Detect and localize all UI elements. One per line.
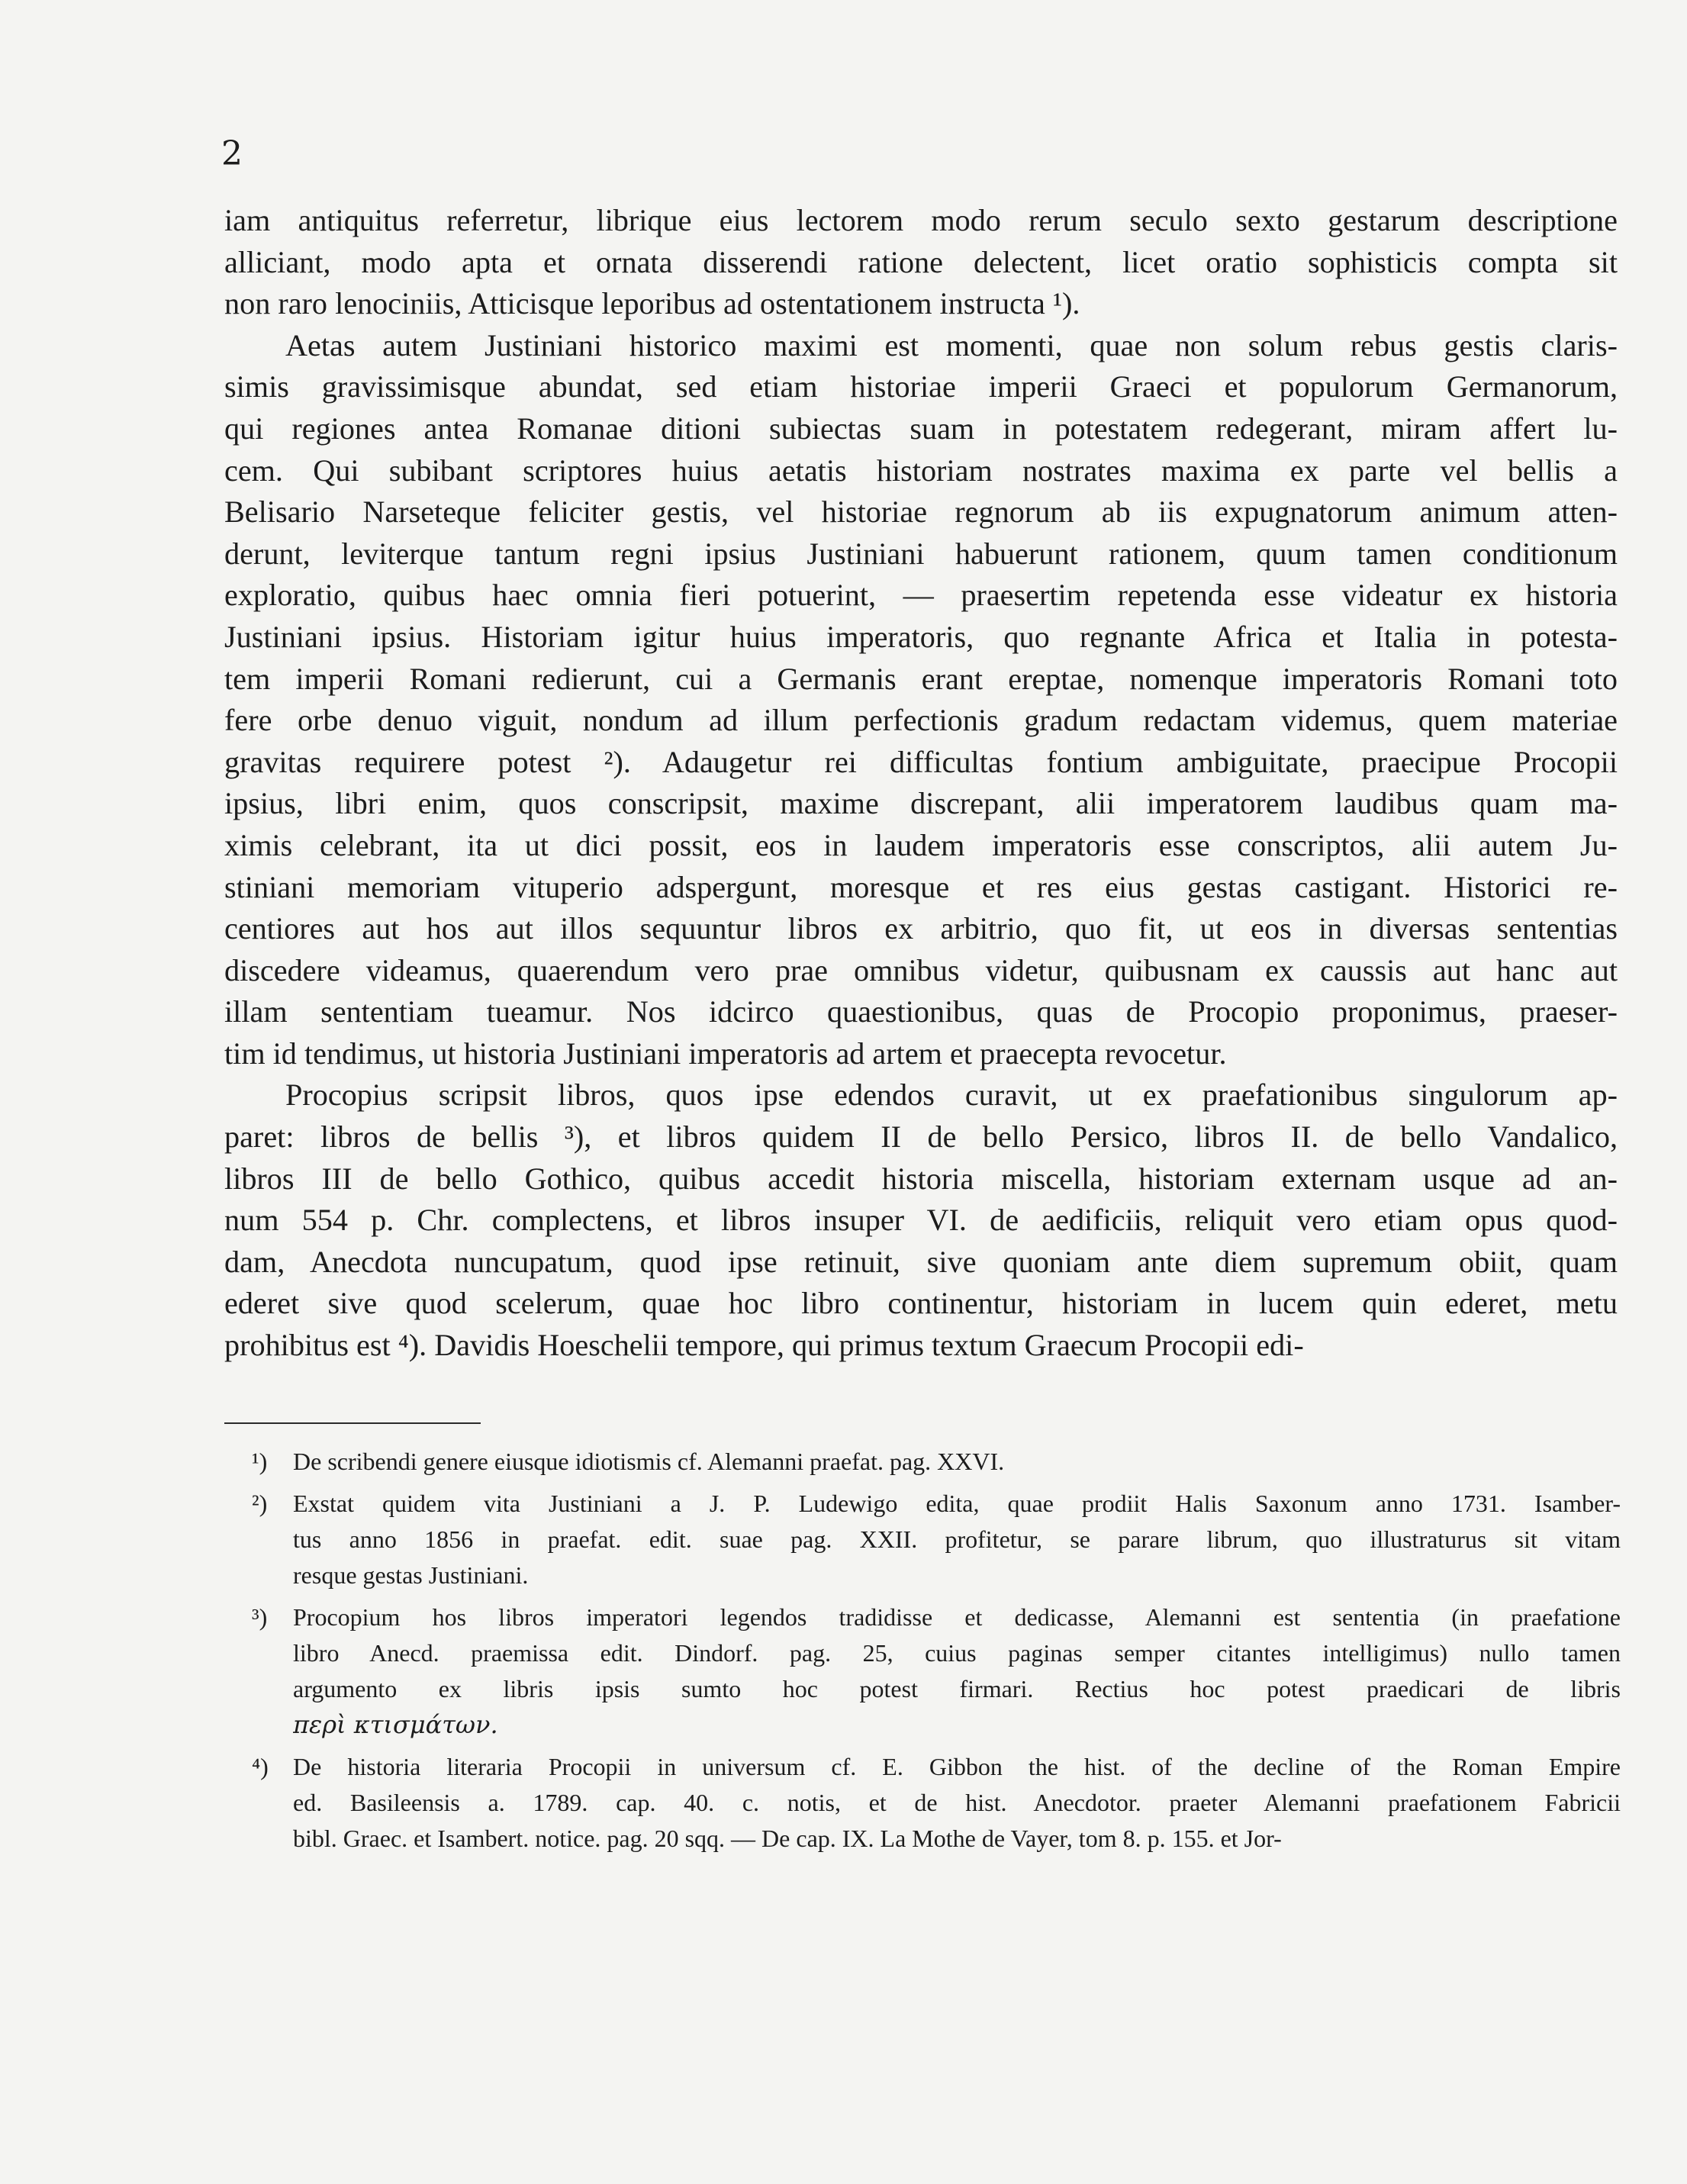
text-line: alliciant, modo apta et ornata disserendi ratione delectent, licet oratio sophisticis compta sit [224, 244, 1618, 279]
paragraph [224, 325, 1618, 1075]
footnote [252, 1486, 1621, 1593]
text-line: iam antiquitus referretur, librique eius lectorem modo rerum seculo sexto gestarum descriptione [224, 203, 1618, 237]
footnote-mark: ²) [252, 1490, 268, 1517]
text-line: centiores aut hos aut illos sequuntur libros ex arbitrio, quo fit, ut eos in diversas sententias [224, 911, 1618, 946]
text-line: fere orbe denuo viguit, nondum ad illum perfectionis gradum redactam videmus, quem materiae [224, 703, 1618, 738]
footnote-line: resque gestas Justiniani. [293, 1561, 529, 1589]
footnote-mark: ³) [252, 1603, 268, 1631]
text-line: libros III de bello Gothico, quibus accedit historia miscella, historiam externam usque ad an- [224, 1161, 1618, 1196]
footnote-line: argumento ex libris ipsis sumto hoc potest firmari. Rectius hoc potest praedicari de libris [293, 1675, 1621, 1702]
footnote-line: bibl. Graec. et Isambert. notice. pag. 20 sqq. — De cap. IX. La Mothe de Vayer, tom 8. p. 155. et Jor- [293, 1825, 1282, 1852]
text-line: cem. Qui subibant scriptores huius aetatis historiam nostrates maxima ex parte vel bellis a [224, 453, 1618, 488]
footnote-line: Exstat quidem vita Justiniani a J. P. Ludewigo edita, quae prodiit Halis Saxonum anno 1731. Isamber- [293, 1490, 1621, 1517]
paragraph [224, 200, 1618, 325]
text-line: discedere videamus, quaerendum vero prae omnibus videtur, quibusnam ex caussis aut hanc aut [224, 952, 1618, 987]
text-line: exploratio, quibus haec omnia fieri potuerint, — praesertim repetenda esse videatur ex historia [224, 578, 1618, 613]
text-line: dam, Anecdota nuncupatum, quod ipse retinuit, sive quoniam ante diem supremum obiit, quam [224, 1244, 1618, 1279]
text-line: tim id tendimus, ut historia Justiniani imperatoris ad artem et praecepta revocetur. [224, 1036, 1227, 1071]
text-line: Aetas autem Justiniani historico maximi est momenti, quae non solum rebus gestis claris- [285, 327, 1618, 362]
footnote-line: De scribendi genere eiusque idiotismis cf. Alemanni praefat. pag. XXVI. [293, 1448, 1005, 1475]
text-line: stiniani memoriam vituperio adspergunt, moresque et res eius gestas castigant. Historici re- [224, 869, 1618, 904]
text-line: tem imperii Romani redierunt, cui a Germanis erant ereptae, nomenque imperatoris Romani toto [224, 661, 1618, 696]
text-line: Procopius scripsit libros, quos ipse edendos curavit, ut ex praefationibus singulorum ap- [285, 1078, 1618, 1113]
footnotes [252, 1444, 1621, 1863]
footnote-mark: ⁴) [252, 1753, 269, 1780]
footnote-greek-line: περὶ κτισμάτων. [293, 1710, 498, 1739]
text-line: Belisario Narseteque feliciter gestis, vel historiae regnorum ab iis expugnatorum animum atten- [224, 494, 1618, 530]
text-line: prohibitus est ⁴). Davidis Hoeschelii tempore, qui primus textum Graecum Procopii edi- [224, 1328, 1304, 1363]
text-line: illam sententiam tueamur. Nos idcirco quaestionibus, quas de Procopio proponimus, praeser- [224, 994, 1618, 1029]
paragraph [224, 1074, 1618, 1366]
footnote-line: ed. Basileensis a. 1789. cap. 40. c. notis, et de hist. Anecdotor. praeter Alemanni praefationem Fabricii [293, 1789, 1621, 1816]
footnote-line: De historia literaria Procopii in universum cf. E. Gibbon the hist. of the decline of the Roman Empire [293, 1753, 1621, 1780]
page-number: 2 [221, 134, 243, 173]
footnote [252, 1749, 1621, 1857]
body-text [224, 200, 1618, 1367]
text-line: ximis celebrant, ita ut dici possit, eos in laudem imperatoris esse conscriptos, alii autem Ju- [224, 827, 1618, 862]
text-line: non raro lenociniis, Atticisque leporibus ad ostentationem instructa ¹). [224, 286, 1080, 321]
footnote-line: tus anno 1856 in praefat. edit. suae pag. XXII. profitetur, se parare librum, quo illustraturus sit vitam [293, 1525, 1621, 1553]
text-line: num 554 p. Chr. complectens, et libros insuper VI. de aedificiis, reliquit vero etiam opus quod- [224, 1203, 1618, 1238]
footnote-rule [224, 1422, 481, 1424]
footnote-line: Procopium hos libros imperatori legendos tradidisse et dedicasse, Alemanni est sententia (in praefatione [293, 1603, 1621, 1631]
text-line: ederet sive quod scelerum, quae hoc libro continentur, historiam in lucem quin ederet, metu [224, 1286, 1618, 1321]
text-line: gravitas requirere potest ²). Adaugetur rei difficultas fontium ambiguitate, praecipue Procopii [224, 744, 1618, 779]
footnote [252, 1444, 1621, 1480]
text-line: paret: libros de bellis ³), et libros quidem II de bello Persico, libros II. de bello Vandalico, [224, 1119, 1618, 1155]
footnote [252, 1599, 1621, 1743]
text-line: Justiniani ipsius. Historiam igitur huius imperatoris, quo regnante Africa et Italia in potesta- [224, 619, 1618, 654]
footnote-mark: ¹) [252, 1448, 268, 1475]
text-line: derunt, leviterque tantum regni ipsius Justiniani habuerunt rationem, quum tamen conditionum [224, 536, 1618, 571]
text-line: qui regiones antea Romanae ditioni subiectas suam in potestatem redegerant, miram affert lu- [224, 411, 1618, 446]
footnote-line: libro Anecd. praemissa edit. Dindorf. pag. 25, cuius paginas semper citantes intelligimus) nullo tamen [293, 1639, 1621, 1667]
text-line: simis gravissimisque abundat, sed etiam historiae imperii Graeci et populorum Germanorum, [224, 369, 1618, 404]
text-line: ipsius, libri enim, quos conscripsit, maxime discrepant, alii imperatorem laudibus quam ma- [224, 786, 1618, 821]
